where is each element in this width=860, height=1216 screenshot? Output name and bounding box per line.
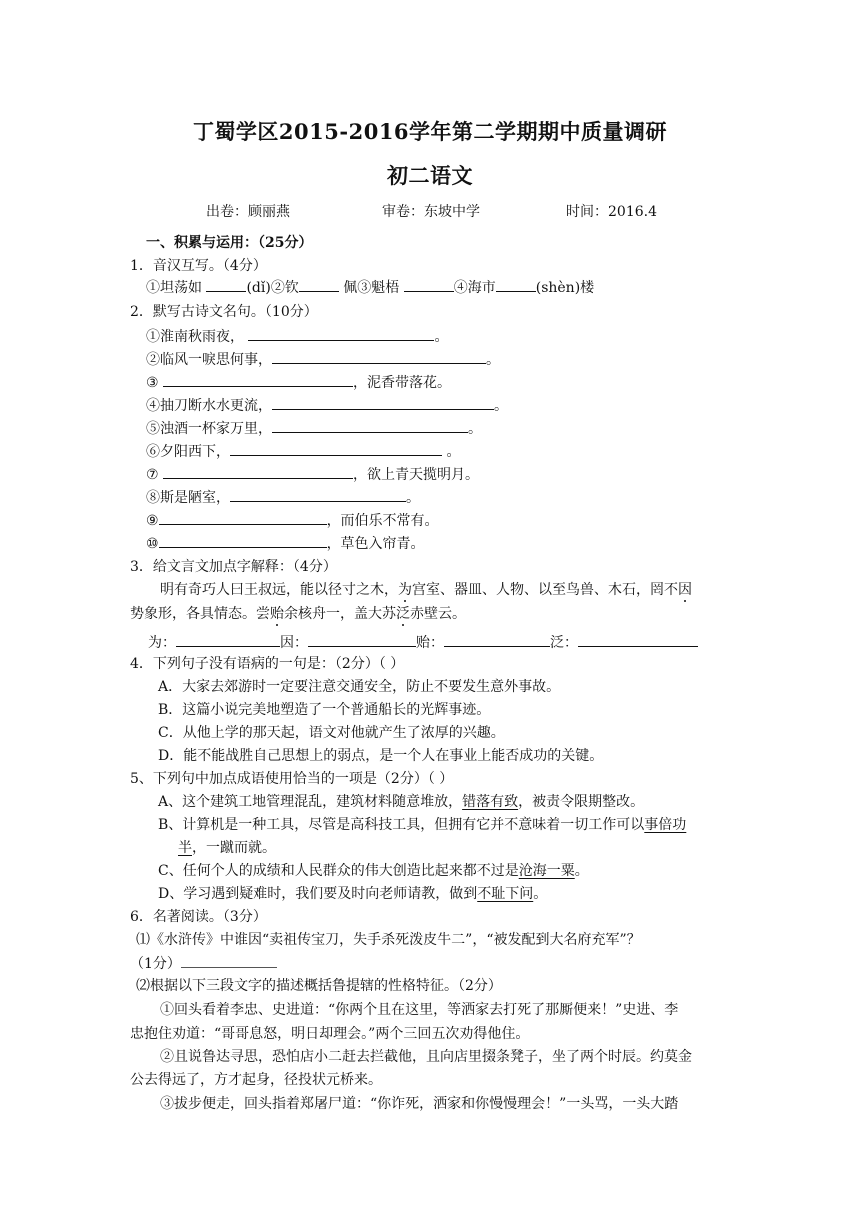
poem-text: ③ xyxy=(146,375,159,391)
poem-text: 。 xyxy=(446,444,461,460)
passage-text: 明有奇巧人曰王叔远，能以径寸之木， xyxy=(160,582,398,598)
poem-text: ⑩ xyxy=(146,536,159,552)
option-text: B、计算机是一种工具，尽管是高科技工具，但拥有它并不意味着一切工作可以 xyxy=(158,817,645,833)
poem-text: ⑥夕阳西下， xyxy=(146,444,230,460)
poem-text: ，草色入帘青。 xyxy=(326,536,425,552)
poem-text: 。 xyxy=(434,329,449,345)
question-2-stem: 2．默写古诗文名句。（10分） xyxy=(130,304,318,320)
poem-line xyxy=(146,487,420,508)
poem-line xyxy=(146,372,451,393)
poem-text: ④抽刀断水水更流， xyxy=(146,398,272,414)
answer-blank[interactable] xyxy=(181,953,277,968)
q1-part: (dǐ)②钦 xyxy=(246,280,299,296)
option-b xyxy=(158,815,686,835)
option-a xyxy=(158,792,644,812)
answer-blank[interactable] xyxy=(404,277,454,292)
option-d: D．能不能战胜自己思想上的弱点，是一个人在事业上能否成功的关键。 xyxy=(158,748,604,764)
answer-blank[interactable] xyxy=(248,326,434,341)
idiom: 沧海一粟 xyxy=(518,863,575,879)
answer-blank[interactable] xyxy=(206,277,246,292)
dotted-char: 为 xyxy=(398,582,412,598)
poem-line xyxy=(146,533,425,554)
poem-line xyxy=(146,441,460,462)
sub-question-2: ⑵根据以下三段文字的描述概括鲁提辖的性格特征。（2分） xyxy=(136,978,502,994)
answer-blank[interactable] xyxy=(299,277,339,292)
answer-blank[interactable] xyxy=(578,632,698,647)
answer-blank[interactable] xyxy=(272,418,468,433)
poem-line xyxy=(146,418,482,439)
dotted-char: 因 xyxy=(678,582,692,598)
answer-label: 泛： xyxy=(550,635,578,651)
answer-blank[interactable] xyxy=(230,441,442,456)
classical-passage xyxy=(160,580,692,600)
answer-blank[interactable] xyxy=(159,533,327,548)
answer-blank[interactable] xyxy=(444,632,550,647)
dotted-char: 泛 xyxy=(396,606,410,622)
answer-blank[interactable] xyxy=(308,632,416,647)
excerpt-1: ①回头看着李忠、史进道：“你两个且在这里，等洒家去打死了那厮便来！”史进、李 xyxy=(160,1002,679,1018)
reviewer-label: 审卷：东坡中学 xyxy=(382,204,480,220)
passage-text: 赤壁云。 xyxy=(410,606,466,622)
option-text: C、任何个人的成绩和人民群众的伟大创造比起来都不过是 xyxy=(158,863,519,879)
passage-text: 宫室、器皿、人物、以至鸟兽、木石，罔不 xyxy=(412,582,678,598)
author-label: 出卷：顾丽燕 xyxy=(206,204,290,220)
poem-text: ，欲上青天揽明月。 xyxy=(353,467,480,483)
poem-text: 。 xyxy=(494,398,508,414)
option-text: A、这个建筑工地管理混乱，建筑材料随意堆放， xyxy=(158,794,463,810)
poem-text: ，而伯乐不常有。 xyxy=(326,513,439,529)
answer-blank[interactable] xyxy=(176,632,280,647)
poem-text: 。 xyxy=(468,421,482,437)
poem-line xyxy=(146,510,439,531)
question-5-stem: 5、下列句中加点成语使用恰当的一项是（2分）（ ） xyxy=(130,771,454,787)
poem-line xyxy=(146,395,508,416)
question-6-stem: 6．名著阅读。（3分） xyxy=(130,909,267,925)
q1-part: ④海市 xyxy=(453,280,496,296)
answer-label: 因： xyxy=(280,635,308,651)
answer-blank[interactable] xyxy=(159,510,327,525)
option-d xyxy=(158,884,547,904)
passage-text: 势象形，各具情态。尝 xyxy=(130,606,270,622)
option-text: D、学习遇到疑难时，我们要及时向老师请教，做到 xyxy=(158,886,478,902)
option-a: A．大家去郊游时一定要注意交通安全，防止不要发生意外事故。 xyxy=(158,679,561,695)
page-subtitle: 初二语文 xyxy=(387,163,473,188)
answer-blank[interactable] xyxy=(496,277,536,292)
sub-question-1: ⑴《水浒传》中谁因“卖祖传宝刀，失手杀死泼皮牛二”，“被发配到大名府充军”？ xyxy=(136,932,641,948)
idiom: 不耻下问 xyxy=(477,886,534,902)
answer-blank[interactable] xyxy=(230,487,406,502)
poem-text: ②临风一唳思何事， xyxy=(146,352,272,368)
option-b-cont xyxy=(178,838,276,858)
poem-text: ⑧斯是陋室， xyxy=(146,490,230,506)
poem-text: ，泥香带落花。 xyxy=(353,375,452,391)
idiom: 错落有致 xyxy=(462,794,519,810)
excerpt-2-cont: 公去得远了，方才起身，径投状元桥来。 xyxy=(130,1072,382,1088)
section-heading: 一、积累与运用：（25分） xyxy=(146,235,313,251)
answer-label: 贻： xyxy=(416,635,444,651)
excerpt-3: ③拔步便走，回头指着郑屠尸道：“你诈死，洒家和你慢慢理会！”一头骂，一头大踏 xyxy=(160,1096,679,1112)
answer-label: 为： xyxy=(148,635,176,651)
option-text: 。 xyxy=(574,863,589,879)
answer-blank[interactable] xyxy=(163,464,353,479)
poem-text: ⑤浊酒一杯家万里， xyxy=(146,421,272,437)
q3-answers xyxy=(148,632,698,653)
poem-text: 。 xyxy=(486,352,500,368)
excerpt-2: ②且说鲁达寻思，恐怕店小二赶去拦截他，且向店里掇条凳子，坐了两个时辰。约莫金 xyxy=(160,1049,692,1065)
question-4-stem: 4．下列句子没有语病的一句是：（2分）（ ） xyxy=(130,656,405,672)
poem-text: 。 xyxy=(406,490,420,506)
answer-blank[interactable] xyxy=(163,372,353,387)
points-text: （1分） xyxy=(130,956,181,972)
answer-blank[interactable] xyxy=(272,349,486,364)
poem-text: ⑦ xyxy=(146,467,159,483)
option-c: C．从他上学的那天起，语文对他就产生了浓厚的兴趣。 xyxy=(158,725,505,741)
poem-line xyxy=(146,326,448,347)
q1-part: 佩③魁梧 xyxy=(343,280,400,296)
option-text: 。 xyxy=(533,886,548,902)
poem-text: ①淮南秋雨夜， xyxy=(146,329,244,345)
poem-line xyxy=(146,349,500,370)
poem-text: ⑨ xyxy=(146,513,159,529)
question-3-stem: 3．给文言文加点字解释：（4分） xyxy=(130,559,337,575)
idiom: 半 xyxy=(178,840,192,856)
idiom: 事倍功 xyxy=(644,817,687,833)
passage-text: 余核舟一，盖大苏 xyxy=(284,606,396,622)
poem-line xyxy=(146,464,479,485)
q1-part: ①坦荡如 xyxy=(146,280,202,296)
option-b: B．这篇小说完美地塑造了一个普通船长的光辉事迹。 xyxy=(158,702,491,718)
option-text: ，被责令限期整改。 xyxy=(518,794,645,810)
question-1-stem: 1．音汉互写。（4分） xyxy=(130,258,267,274)
dotted-char: 贻 xyxy=(270,606,284,622)
excerpt-1-cont: 忠抱住劝道：“哥哥息怒，明日却理会。”两个三回五次劝得他住。 xyxy=(130,1026,530,1042)
option-c xyxy=(158,861,589,881)
sub-question-1-points xyxy=(130,953,277,974)
answer-blank[interactable] xyxy=(272,395,494,410)
classical-passage xyxy=(130,604,466,624)
option-text: ，一蹴而就。 xyxy=(192,840,276,856)
page-title: 丁蜀学区2015-2016学年第二学期期中质量调研 xyxy=(192,119,668,144)
q1-part: (shèn)楼 xyxy=(535,280,595,296)
time-label: 时间：2016.4 xyxy=(566,204,657,220)
question-1-items xyxy=(146,277,594,298)
